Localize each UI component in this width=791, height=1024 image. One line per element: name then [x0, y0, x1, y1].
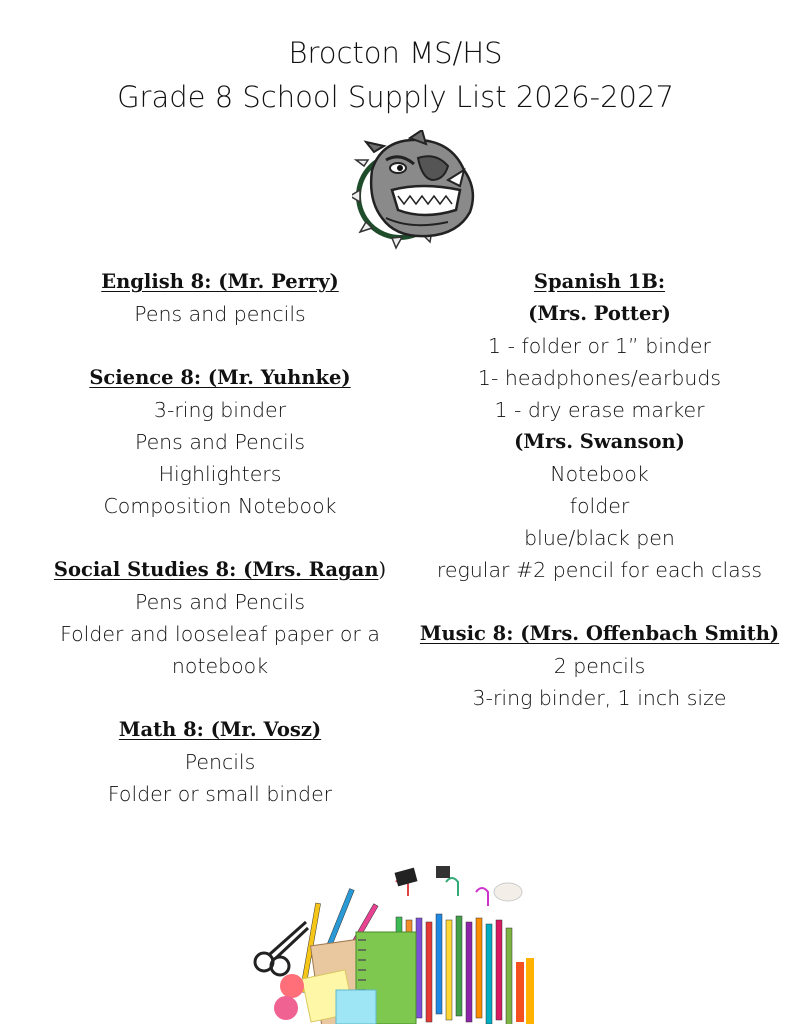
- social-studies-heading: [30, 554, 410, 586]
- english-item: Pens and pencils: [134, 302, 306, 326]
- school-supplies-illustration: [246, 862, 546, 1024]
- social-studies-item: Pens and Pencils: [134, 590, 306, 614]
- science-item: Composition Notebook: [103, 494, 337, 518]
- left-column: [30, 266, 410, 810]
- spacer: [30, 522, 410, 554]
- swanson-heading: (Mrs. Swanson): [514, 430, 685, 453]
- social-studies-item: Folder and looseleaf paper or a notebook: [60, 622, 380, 678]
- potter-item: 1- headphones/earbuds: [477, 366, 722, 390]
- math-item: Pencils: [184, 750, 256, 774]
- spanish-heading: Spanish 1B:: [533, 270, 666, 293]
- english-heading: English 8: (Mr. Perry): [101, 270, 339, 293]
- right-column: [408, 266, 791, 714]
- spacer: [30, 330, 410, 362]
- potter-heading: (Mrs. Potter): [528, 302, 671, 325]
- social-studies-heading-tail: ): [378, 558, 387, 581]
- science-item: 3-ring binder: [153, 398, 287, 422]
- music-item: 2 pencils: [553, 654, 646, 678]
- math-item: Folder or small binder: [107, 782, 333, 806]
- swanson-item: Notebook: [550, 462, 649, 486]
- page-title-school: Brocton MS/HS: [288, 36, 503, 70]
- science-heading: Science 8: (Mr. Yuhnke): [89, 366, 351, 389]
- page-title-list: Grade 8 School Supply List 2026-2027: [117, 80, 674, 114]
- swanson-item: blue/black pen: [524, 526, 675, 550]
- spacer: [408, 586, 791, 618]
- science-item: Highlighters: [158, 462, 282, 486]
- swanson-item: folder: [569, 494, 630, 518]
- potter-item: 1 - folder or 1” binder: [488, 334, 711, 358]
- swanson-item: regular #2 pencil for each class: [436, 558, 763, 582]
- bulldog-mascot-logo: [352, 130, 482, 250]
- spacer: [30, 682, 410, 714]
- music-item: 3-ring binder, 1 inch size: [472, 686, 727, 710]
- math-heading: Math 8: (Mr. Vosz): [118, 718, 322, 741]
- music-heading: Music 8: (Mrs. Offenbach Smith): [419, 622, 780, 645]
- science-item: Pens and Pencils: [134, 430, 306, 454]
- social-studies-heading-text: Social Studies 8: (Mrs. Ragan: [53, 558, 379, 581]
- potter-item: 1 - dry erase marker: [494, 398, 705, 422]
